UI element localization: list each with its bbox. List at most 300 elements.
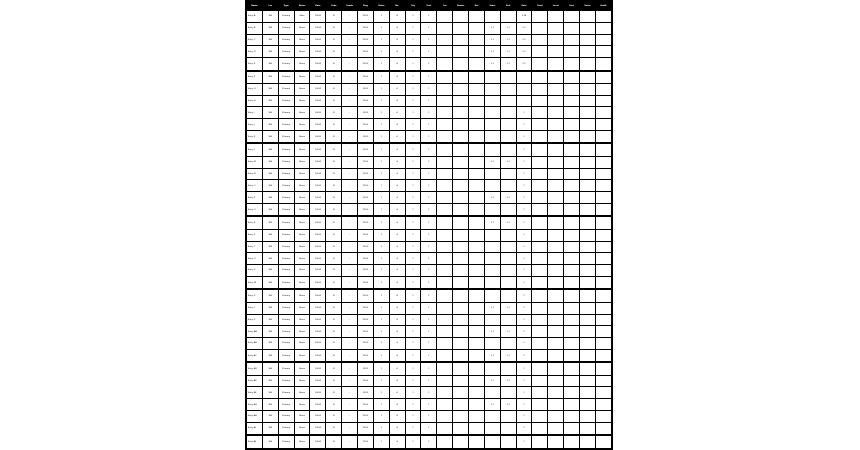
table-cell: 1 — [373, 119, 389, 131]
table-cell: N — [326, 119, 342, 131]
table-cell: W4 — [262, 34, 278, 46]
table-cell: 10/24 — [310, 58, 326, 71]
table-cell — [532, 107, 548, 119]
table-cell — [500, 83, 516, 95]
table-cell — [564, 387, 580, 399]
table-cell — [580, 22, 596, 34]
table-cell — [437, 11, 453, 23]
table-cell: Entry C — [247, 34, 263, 46]
table-cell — [469, 71, 485, 84]
column-header: Cat — [437, 2, 453, 11]
table-cell: Notes — [294, 46, 310, 58]
table-cell — [548, 276, 564, 289]
table-cell: - — [342, 95, 358, 107]
table-cell: W4 — [262, 387, 278, 399]
table-cell: 1 — [421, 143, 437, 156]
table-cell — [516, 83, 532, 95]
table-cell — [548, 58, 564, 71]
table-cell: 10/24 — [310, 71, 326, 84]
table-cell: 10/24 — [310, 399, 326, 411]
table-cell — [564, 349, 580, 362]
table-cell — [437, 399, 453, 411]
table-cell: W4 — [262, 229, 278, 241]
table-cell: 4 — [389, 168, 405, 180]
table-cell — [532, 253, 548, 265]
table-cell: 1 — [405, 58, 421, 71]
table-cell — [437, 349, 453, 362]
table-cell: 10/24 — [310, 326, 326, 338]
table-cell: 1 — [405, 253, 421, 265]
table-row — [247, 168, 612, 180]
table-cell — [469, 375, 485, 387]
table-cell — [595, 180, 611, 192]
table-cell: - — [342, 265, 358, 277]
table-cell — [548, 349, 564, 362]
table-cell — [437, 168, 453, 180]
table-row — [247, 192, 612, 204]
table-cell — [437, 95, 453, 107]
table-cell: Notes — [294, 180, 310, 192]
table-cell — [484, 143, 500, 156]
table-cell: 4 — [389, 410, 405, 422]
table-cell — [595, 119, 611, 131]
table-cell — [580, 253, 596, 265]
table-cell: Notes — [294, 83, 310, 95]
table-cell: 1 — [373, 289, 389, 302]
table-cell: 4 — [389, 375, 405, 387]
table-cell: Entry AA — [247, 326, 263, 338]
table-cell: Notes — [294, 95, 310, 107]
table-cell — [453, 253, 469, 265]
table-row — [247, 34, 612, 46]
table-cell: 1 — [516, 168, 532, 180]
table-cell — [500, 435, 516, 448]
table-cell — [595, 216, 611, 229]
table-cell — [469, 253, 485, 265]
table-cell: Primary — [278, 46, 294, 58]
table-cell — [484, 119, 500, 131]
table-cell: 1 — [516, 180, 532, 192]
table-cell — [484, 410, 500, 422]
table-cell: W4 — [262, 349, 278, 362]
table-cell: Notes — [294, 58, 310, 71]
table-cell: 4 — [389, 156, 405, 168]
table-cell: N — [326, 22, 342, 34]
table-cell — [532, 180, 548, 192]
table-cell — [564, 229, 580, 241]
table-cell: 1 — [421, 83, 437, 95]
table-cell: N — [326, 314, 342, 326]
column-header: Name — [247, 2, 263, 11]
table-cell — [548, 375, 564, 387]
table-cell — [437, 326, 453, 338]
table-cell: Entry X — [247, 289, 263, 302]
table-cell: Entry AB — [247, 338, 263, 350]
table-cell: N — [326, 107, 342, 119]
table-cell: Entry AE — [247, 375, 263, 387]
table-cell: - — [342, 338, 358, 350]
table-cell — [469, 119, 485, 131]
table-cell — [595, 168, 611, 180]
table-cell: 1 — [405, 11, 421, 23]
table-cell: - — [342, 34, 358, 46]
table-cell: 1 — [405, 362, 421, 375]
table-cell: N — [326, 253, 342, 265]
table-cell — [595, 229, 611, 241]
table-cell — [484, 95, 500, 107]
table-cell: Entry P — [247, 192, 263, 204]
table-cell: N — [326, 349, 342, 362]
table-cell — [564, 58, 580, 71]
table-cell — [595, 349, 611, 362]
table-cell — [469, 387, 485, 399]
table-cell: N — [326, 422, 342, 435]
table-cell — [437, 156, 453, 168]
table-cell: 1 — [373, 422, 389, 435]
table-cell: 1 — [421, 289, 437, 302]
table-cell: Entry AH — [247, 410, 263, 422]
table-cell: W4 — [262, 107, 278, 119]
table-cell: 10/24 — [310, 375, 326, 387]
table-cell: N — [326, 326, 342, 338]
table-cell — [453, 241, 469, 253]
table-cell — [437, 131, 453, 144]
table-row — [247, 435, 612, 448]
table-cell — [595, 289, 611, 302]
table-cell — [484, 265, 500, 277]
table-cell: 10/24 — [310, 11, 326, 23]
table-cell: W4 — [262, 435, 278, 448]
table-cell: N — [326, 58, 342, 71]
table-cell: Notes — [294, 253, 310, 265]
table-row — [247, 95, 612, 107]
table-cell: Entry W — [247, 276, 263, 289]
table-cell — [595, 203, 611, 216]
table-cell: Primary — [278, 71, 294, 84]
table-cell — [484, 168, 500, 180]
table-cell: 4 — [389, 46, 405, 58]
table-cell — [548, 180, 564, 192]
table-cell: Notes — [294, 302, 310, 314]
table-cell — [548, 119, 564, 131]
table-row — [247, 22, 612, 34]
table-cell — [469, 156, 485, 168]
table-cell: 10/24 — [310, 119, 326, 131]
table-cell — [453, 192, 469, 204]
table-cell: N — [326, 216, 342, 229]
table-cell: 1 — [405, 349, 421, 362]
table-cell — [500, 410, 516, 422]
table-cell: 2.1 — [500, 216, 516, 229]
table-cell — [532, 83, 548, 95]
table-cell: 10/24 — [310, 107, 326, 119]
table-cell — [595, 46, 611, 58]
table-cell — [469, 192, 485, 204]
table-cell: N — [326, 83, 342, 95]
table-cell: 223.5 — [358, 326, 374, 338]
table-cell: 2.24 — [516, 11, 532, 23]
table-cell — [580, 387, 596, 399]
table-cell — [595, 83, 611, 95]
table-cell — [532, 289, 548, 302]
table-cell: 10/24 — [310, 131, 326, 144]
table-cell: - — [342, 58, 358, 71]
table-cell — [580, 422, 596, 435]
table-cell: Entry M — [247, 156, 263, 168]
table-cell: Notes — [294, 362, 310, 375]
table-cell — [548, 422, 564, 435]
table-cell: 1 — [373, 302, 389, 314]
table-cell — [469, 168, 485, 180]
table-cell: 1 — [405, 34, 421, 46]
table-cell: 1 — [421, 276, 437, 289]
column-header: Ref — [469, 2, 485, 11]
column-header: Extra — [580, 2, 596, 11]
table-cell: 4 — [389, 22, 405, 34]
table-cell — [500, 338, 516, 350]
table-cell: 1 — [421, 58, 437, 71]
table-cell — [484, 314, 500, 326]
table-cell — [469, 34, 485, 46]
table-cell: W4 — [262, 276, 278, 289]
table-cell: 4 — [389, 107, 405, 119]
table-cell — [437, 253, 453, 265]
table-cell — [532, 71, 548, 84]
table-cell: 223.5 — [358, 107, 374, 119]
table-cell: 1 — [421, 338, 437, 350]
table-cell — [484, 180, 500, 192]
table-cell: 1 — [421, 95, 437, 107]
table-cell: W4 — [262, 71, 278, 84]
table-cell — [453, 95, 469, 107]
table-cell: N — [326, 276, 342, 289]
table-cell: 4 — [389, 11, 405, 23]
table-cell: Primary — [278, 131, 294, 144]
table-cell — [437, 216, 453, 229]
table-cell — [595, 241, 611, 253]
table-cell: 1 — [516, 435, 532, 448]
table-cell — [484, 203, 500, 216]
table-cell: 1 — [405, 192, 421, 204]
table-cell — [437, 422, 453, 435]
table-cell: N — [326, 289, 342, 302]
table-cell: 2.1 — [516, 58, 532, 71]
table-cell: 1 — [373, 203, 389, 216]
table-cell — [595, 131, 611, 144]
table-cell — [484, 435, 500, 448]
table-cell: Entry L — [247, 143, 263, 156]
table-cell — [453, 143, 469, 156]
table-cell: 223.5 — [358, 131, 374, 144]
table-cell — [595, 422, 611, 435]
table-row — [247, 410, 612, 422]
table-cell: Primary — [278, 387, 294, 399]
table-cell: - — [342, 253, 358, 265]
table-cell: Notes — [294, 168, 310, 180]
table-cell — [532, 326, 548, 338]
table-cell: 1 — [516, 131, 532, 144]
table-cell: 1 — [405, 46, 421, 58]
table-cell: 1 — [421, 71, 437, 84]
table-cell — [437, 203, 453, 216]
table-cell: N — [326, 229, 342, 241]
table-cell: Primary — [278, 168, 294, 180]
table-cell: 10/24 — [310, 410, 326, 422]
table-cell — [532, 58, 548, 71]
table-cell: 4 — [389, 95, 405, 107]
table-cell — [564, 11, 580, 23]
table-cell: 1 — [516, 399, 532, 411]
table-cell — [564, 362, 580, 375]
table-cell — [437, 180, 453, 192]
table-cell — [484, 289, 500, 302]
table-cell: 10/24 — [310, 46, 326, 58]
table-row — [247, 265, 612, 277]
table-cell — [532, 410, 548, 422]
table-cell: 1.1 — [484, 375, 500, 387]
table-cell — [548, 229, 564, 241]
table-cell: N — [326, 265, 342, 277]
table-cell: Primary — [278, 276, 294, 289]
table-cell — [532, 168, 548, 180]
table-cell — [532, 435, 548, 448]
table-cell: 1 — [516, 362, 532, 375]
table-cell: 4 — [389, 119, 405, 131]
table-cell: W4 — [262, 11, 278, 23]
table-cell: 1 — [373, 34, 389, 46]
column-header: Value — [373, 2, 389, 11]
column-header: Flag — [358, 2, 374, 11]
table-cell — [564, 216, 580, 229]
table-cell: 4 — [389, 253, 405, 265]
table-cell: 1 — [405, 241, 421, 253]
table-cell: Primary — [278, 265, 294, 277]
table-cell — [500, 71, 516, 84]
table-cell: 1 — [421, 107, 437, 119]
table-cell: 223.5 — [358, 216, 374, 229]
table-cell — [532, 34, 548, 46]
table-cell: 2.1 — [500, 349, 516, 362]
table-cell — [500, 11, 516, 23]
table-cell: - — [342, 143, 358, 156]
table-cell: 1 — [516, 119, 532, 131]
table-cell — [564, 143, 580, 156]
table-cell — [516, 71, 532, 84]
table-cell: N — [326, 410, 342, 422]
table-cell: 1 — [373, 410, 389, 422]
table-cell: W4 — [262, 203, 278, 216]
table-cell — [453, 338, 469, 350]
table-cell — [532, 349, 548, 362]
table-cell — [564, 192, 580, 204]
table-cell: Primary — [278, 422, 294, 435]
table-cell — [580, 46, 596, 58]
table-cell — [595, 22, 611, 34]
table-cell: 10/24 — [310, 362, 326, 375]
table-row — [247, 216, 612, 229]
table-cell: Notes — [294, 156, 310, 168]
table-cell — [564, 326, 580, 338]
table-cell: N — [326, 11, 342, 23]
table-cell: 10/24 — [310, 143, 326, 156]
table-cell: - — [342, 410, 358, 422]
table-cell — [548, 253, 564, 265]
table-cell: N — [326, 435, 342, 448]
table-cell — [453, 119, 469, 131]
table-cell: Primary — [278, 241, 294, 253]
table-cell — [548, 387, 564, 399]
table-cell: 10/24 — [310, 203, 326, 216]
table-cell: 1.1 — [484, 326, 500, 338]
table-cell — [453, 107, 469, 119]
table-cell — [453, 180, 469, 192]
table-cell: 223.5 — [358, 229, 374, 241]
table-cell: N — [326, 362, 342, 375]
table-cell — [500, 362, 516, 375]
table-cell — [453, 302, 469, 314]
table-cell: 10/24 — [310, 22, 326, 34]
table-cell: 1 — [421, 11, 437, 23]
table-cell — [595, 265, 611, 277]
table-cell — [469, 58, 485, 71]
table-cell: N — [326, 192, 342, 204]
table-cell: 10/24 — [310, 192, 326, 204]
table-cell: 1 — [373, 265, 389, 277]
table-cell: 1 — [516, 314, 532, 326]
table-cell — [595, 34, 611, 46]
table-row — [247, 241, 612, 253]
table-cell: Primary — [278, 156, 294, 168]
table-cell — [484, 107, 500, 119]
table-cell — [580, 399, 596, 411]
table-row — [247, 83, 612, 95]
table-cell — [548, 143, 564, 156]
table-cell: 223.5 — [358, 203, 374, 216]
table-cell: Primary — [278, 143, 294, 156]
table-cell: - — [342, 349, 358, 362]
table-cell — [548, 399, 564, 411]
table-cell: 10/24 — [310, 435, 326, 448]
table-cell: 2.1 — [500, 46, 516, 58]
table-cell: 1 — [405, 143, 421, 156]
table-cell — [453, 58, 469, 71]
table-cell — [595, 95, 611, 107]
table-cell: Primary — [278, 362, 294, 375]
column-header: Audit — [595, 2, 611, 11]
table-cell: - — [342, 229, 358, 241]
table-cell — [564, 168, 580, 180]
table-cell — [548, 131, 564, 144]
table-cell: Notes — [294, 131, 310, 144]
table-cell — [564, 422, 580, 435]
table-row — [247, 399, 612, 411]
table-cell: 1 — [421, 156, 437, 168]
table-cell — [437, 241, 453, 253]
table-cell: 4 — [389, 387, 405, 399]
table-cell — [595, 71, 611, 84]
table-cell: W4 — [262, 362, 278, 375]
table-cell: 223.5 — [358, 289, 374, 302]
table-cell: 223.5 — [358, 156, 374, 168]
table-cell: 1 — [421, 422, 437, 435]
table-cell — [580, 375, 596, 387]
table-cell: N — [326, 399, 342, 411]
table-cell — [469, 326, 485, 338]
table-cell: 4 — [389, 314, 405, 326]
table-cell: 4 — [389, 241, 405, 253]
table-cell: Primary — [278, 180, 294, 192]
table-cell — [580, 229, 596, 241]
